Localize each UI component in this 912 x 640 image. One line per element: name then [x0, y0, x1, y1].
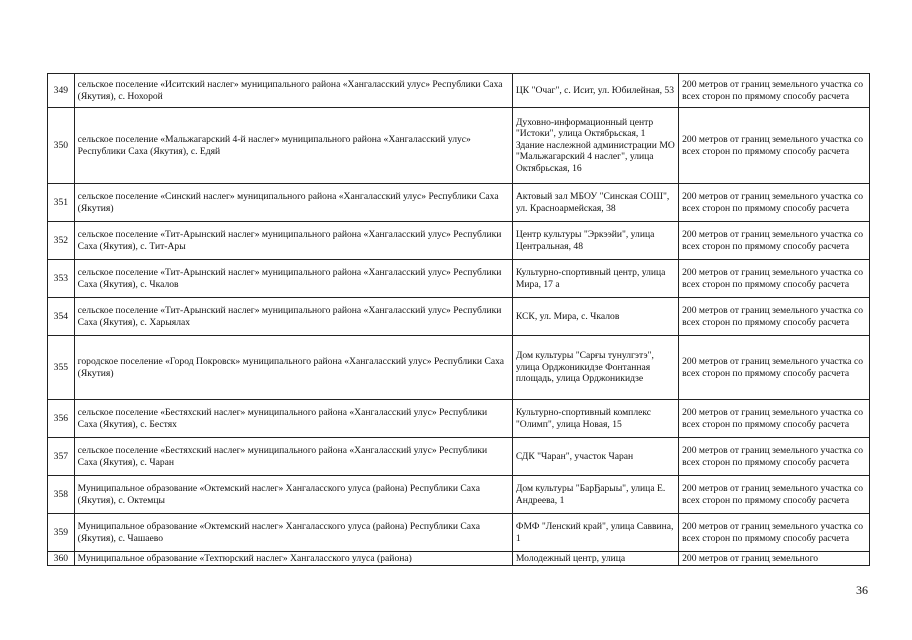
boundary-distance: 200 метров от границ земельного участка со всех сторон по прямому способу расчета	[679, 74, 870, 108]
page-number: 36	[856, 583, 868, 597]
settlement-name: сельское поселение «Тит-Арынский наслег» муниципального района «Хангаласский улус» Республики Саха (Якутия), с. Харыялах	[74, 298, 512, 336]
row-number: 359	[48, 514, 75, 552]
settlement-name: Муниципальное образование «Октемский наслег» Хангаласского улуса (района) Республики Саха (Якутия), с. Чашаево	[74, 514, 512, 552]
election-sites-table	[47, 73, 870, 566]
row-number: 356	[48, 400, 75, 438]
boundary-distance: 200 метров от границ земельного участка со всех сторон по прямому способу расчета	[679, 438, 870, 476]
polling-place: Актовый зал МБОУ "Синская СОШ", ул. Красноармейская, 38	[512, 184, 678, 222]
polling-place: Дом культуры "Сарғы тунулгэтэ", улица Орджоникидзе Фонтанная площадь, улица Орджоникидзе	[512, 336, 678, 400]
table-row	[48, 260, 870, 298]
boundary-distance: 200 метров от границ земельного участка со всех сторон по прямому способу расчета	[679, 298, 870, 336]
row-number: 353	[48, 260, 75, 298]
table-row	[48, 298, 870, 336]
row-number: 351	[48, 184, 75, 222]
boundary-distance: 200 метров от границ земельного участка со всех сторон по прямому способу расчета	[679, 336, 870, 400]
table-row	[48, 552, 870, 566]
settlement-name: сельское поселение «Мальжагарский 4-й наслег» муниципального района «Хангаласский улус» Республики Саха (Якутия), с. Едяй	[74, 108, 512, 184]
boundary-distance: 200 метров от границ земельного участка со всех сторон по прямому способу расчета	[679, 108, 870, 184]
boundary-distance: 200 метров от границ земельного участка со всех сторон по прямому способу расчета	[679, 184, 870, 222]
boundary-distance: 200 метров от границ земельного участка со всех сторон по прямому способу расчета	[679, 222, 870, 260]
polling-place: ФМФ "Ленский край", улица Саввина, 1	[512, 514, 678, 552]
settlement-name: сельское поселение «Тит-Арынский наслег» муниципального района «Хангаласский улус» Республики Саха (Якутия), с. Чкалов	[74, 260, 512, 298]
boundary-distance: 200 метров от границ земельного участка со всех сторон по прямому способу расчета	[679, 514, 870, 552]
table-row	[48, 108, 870, 184]
row-number: 357	[48, 438, 75, 476]
table-row	[48, 222, 870, 260]
polling-place: Центр культуры "Эркээйи", улица Центральная, 48	[512, 222, 678, 260]
settlement-name: Муниципальное образование «Октемский наслег» Хангаласского улуса (района) Республики Саха (Якутия), с. Октемцы	[74, 476, 512, 514]
polling-place: Дом культуры "БарҔарыы", улица Е. Андреева, 1	[512, 476, 678, 514]
row-number: 355	[48, 336, 75, 400]
row-number: 352	[48, 222, 75, 260]
polling-place: ЦК "Очаг", с. Исит, ул. Юбилейная, 53	[512, 74, 678, 108]
boundary-distance: 200 метров от границ земельного участка со всех сторон по прямому способу расчета	[679, 476, 870, 514]
table-row	[48, 74, 870, 108]
settlement-name: сельское поселение «Тит-Арынский наслег» муниципального района «Хангаласский улус» Республики Саха (Якутия), с. Тит-Ары	[74, 222, 512, 260]
boundary-distance: 200 метров от границ земельного участка со всех сторон по прямому способу расчета	[679, 260, 870, 298]
table-row	[48, 438, 870, 476]
settlement-name: сельское поселение «Иситский наслег» муниципального района «Хангаласский улус» Республики Саха (Якутия), с. Нохорой	[74, 74, 512, 108]
table-row	[48, 336, 870, 400]
settlement-name: сельское поселение «Синский наслег» муниципального района «Хангаласский улус» Республики Саха (Якутия)	[74, 184, 512, 222]
polling-place: КСК, ул. Мира, с. Чкалов	[512, 298, 678, 336]
row-number: 350	[48, 108, 75, 184]
boundary-distance: 200 метров от границ земельного участка со всех сторон по прямому способу расчета	[679, 400, 870, 438]
polling-place: Культурно-спортивный комплекс "Олимп", улица Новая, 15	[512, 400, 678, 438]
row-number: 358	[48, 476, 75, 514]
polling-place: Культурно-спортивный центр, улица Мира, 17 а	[512, 260, 678, 298]
settlement-name: городское поселение «Город Покровск» муниципального района «Хангаласский улус» Республики Саха (Якутия)	[74, 336, 512, 400]
row-number: 354	[48, 298, 75, 336]
table-row	[48, 514, 870, 552]
row-number: 349	[48, 74, 75, 108]
settlement-name: сельское поселение «Бестяхский наслег» муниципального района «Хангаласский улус» Республики Саха (Якутия), с. Чаран	[74, 438, 512, 476]
polling-place: Молодежный центр, улица	[512, 552, 678, 566]
table-row	[48, 400, 870, 438]
settlement-name: Муниципальное образование «Техтюрский наслег» Хангаласского улуса (района)	[74, 552, 512, 566]
polling-place: СДК "Чаран", участок Чаран	[512, 438, 678, 476]
row-number: 360	[48, 552, 75, 566]
settlement-name: сельское поселение «Бестяхский наслег» муниципального района «Хангаласский улус» Республики Саха (Якутия), с. Бестях	[74, 400, 512, 438]
boundary-distance: 200 метров от границ земельного	[679, 552, 870, 566]
table-row	[48, 476, 870, 514]
polling-place: Духовно-информационный центр "Истоки", улица Октябрьская, 1 Здание наслежной администрации МО "Мальжагарский 4 наслег", улица Октябрьская, 16	[512, 108, 678, 184]
table-row	[48, 184, 870, 222]
